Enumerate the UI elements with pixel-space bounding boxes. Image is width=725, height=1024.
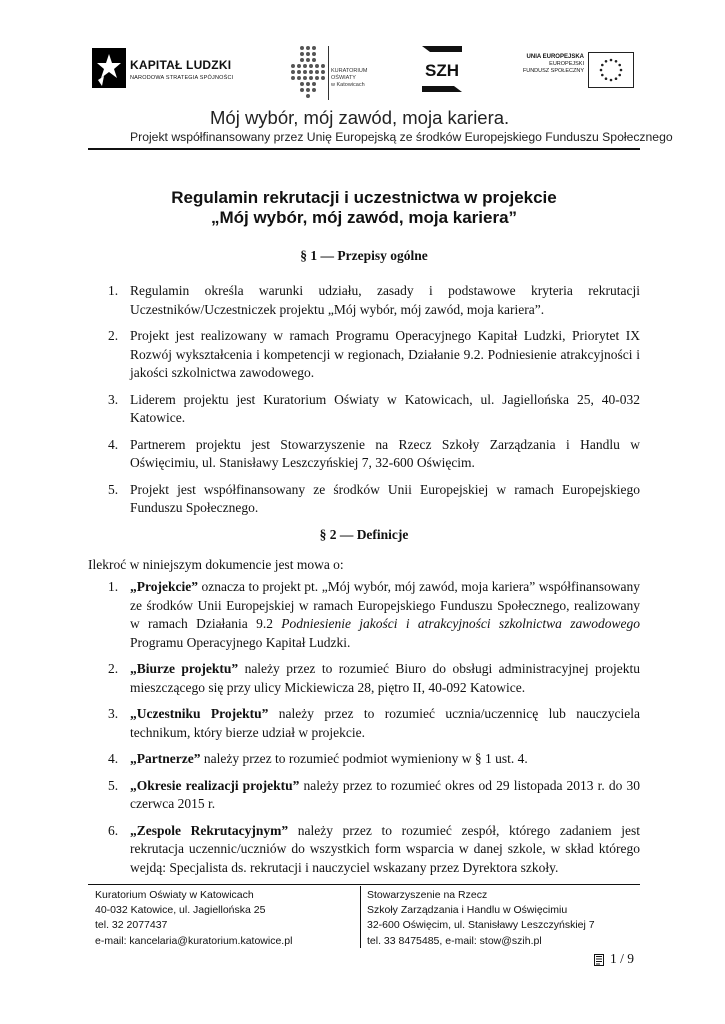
- footer-divider: [88, 884, 640, 885]
- definition-term: „Projekcie”: [130, 579, 198, 594]
- list-item: 2. Projekt jest realizowany w ramach Programu Operacyjnego Kapitał Ludzki, Priorytet IX Rozwój wykształcenia i kompetencji w regionach, Działanie 9.2. Podniesienie atrakcyjności i jakości szkolnictwa zawodowego.: [108, 328, 640, 380]
- document-title-line-1: Regulamin rekrutacji i uczestnictwa w projekcie: [171, 188, 557, 207]
- list-item: 1. Regulamin określa warunki udziału, zasady i podstawowe kryteria rekrutacji Uczestników/Uczestniczek projektu „Mój wybór, mój zawód, moja kariera”.: [108, 283, 640, 317]
- kuratorium-line-2: OŚWIATY: [331, 75, 356, 81]
- kuratorium-logo: [289, 44, 379, 104]
- kapital-ludzki-title: KAPITAŁ LUDZKI: [130, 58, 232, 72]
- definition-item: 6. „Zespole Rekrutacyjnym” należy przez to rozumieć zespół, którego zadaniem jest rekrutacja uczennic/uczniów do wszystkich form wsparcia w danej szkole, w skład którego wejdą: Specjalista ds. rekrutacji i nauczyciel wskazany przez Dyrektora szkoły.: [108, 822, 640, 875]
- definition-item: 2. „Biurze projektu” należy przez to rozumieć Biuro do obsługi administracyjnej projektu mieszczącego się przy ulicy Mickiewicza 28, piętro II, 40-092 Katowice.: [108, 661, 640, 695]
- kapital-ludzki-star-icon: [92, 48, 126, 88]
- definition-item: 1. „Projekcie” oznacza to projekt pt. „Mój wybór, mój zawód, moja kariera” współfinansowany ze środków Unii Europejskiej w ramach Europejskiego Funduszu Społecznego, realizowany w ramach Działania 9.2 Podniesienie jakości i atrakcyjności szkolnictwa zawodowego Programu Operacyjnego Kapitał Ludzki.: [108, 579, 640, 650]
- definition-term: „Partnerze”: [130, 751, 201, 766]
- definition-item: 5. „Okresie realizacji projektu” należy przez to rozumieć okres od 29 listopada 2013 r. do 30 czerwca 2015 r.: [108, 777, 640, 811]
- footer-left-line: e-mail: kancelaria@kuratorium.katowice.pl: [95, 934, 293, 947]
- list-item: 3. Liderem projektu jest Kuratorium Oświaty w Katowicach, ul. Jagiellońska 25, 40-032 Katowice.: [108, 391, 640, 425]
- section-2-list: [108, 578, 640, 885]
- szh-text: SZH: [425, 61, 459, 80]
- kuratorium-line-1: KURATORIUM: [331, 68, 368, 74]
- document-title-line-2: „Mój wybór, mój zawód, moja kariera”: [210, 208, 518, 227]
- section-2-intro: Ilekroć w niniejszym dokumencie jest mowa o:: [88, 557, 344, 572]
- section-1-list: [108, 282, 640, 526]
- eu-line-2: EUROPEJSKI: [549, 61, 584, 67]
- footer-left-line: tel. 32 2077437: [95, 919, 168, 932]
- definition-term: „Uczestniku Projektu”: [130, 706, 269, 721]
- definition-term: „Biurze projektu”: [130, 661, 239, 676]
- eu-line-3: FUNDUSZ SPOŁECZNY: [522, 68, 584, 74]
- eu-flag-icon: [588, 52, 634, 88]
- project-slogan: Mój wybór, mój zawód, moja kariera.: [210, 107, 510, 128]
- kapital-ludzki-subtitle: NARODOWA STRATEGIA SPÓJNOŚCI: [130, 75, 234, 81]
- szh-shape-icon: [418, 44, 466, 94]
- definition-item: 4. „Partnerze” należy przez to rozumieć podmiot wymieniony w § 1 ust. 4.: [108, 751, 528, 766]
- eu-line-1: UNIA EUROPEJSKA: [526, 54, 584, 60]
- section-2-heading: § 2 — Definicje: [319, 527, 409, 542]
- definition-item: 3. „Uczestniku Projektu” należy przez to rozumieć ucznia/uczennicę lub nauczyciela technikum, który bierze udział w projekcie.: [108, 706, 640, 740]
- footer-right-line: Szkoły Zarządzania i Handlu w Oświęcimiu: [367, 904, 568, 917]
- footer-column-divider: [360, 886, 361, 948]
- footer-right-line: 32-600 Oświęcim, ul. Stanisławy Leszczyńskiej 7: [367, 919, 595, 932]
- szh-logo: [418, 44, 466, 94]
- kuratorium-dots-icon: [289, 44, 327, 100]
- list-item: 5. Projekt jest współfinansowany ze środków Unii Europejskiej w ramach Europejskiego Funduszu Społecznego.: [108, 481, 640, 515]
- list-item: 4. Partnerem projektu jest Stowarzyszenie na Rzecz Szkoły Zarządzania i Handlu w Oświęcimiu, ul. Stanisławy Leszczyńskiej 7, 32-600 Oświęcim.: [108, 436, 640, 470]
- definition-term: „Okresie realizacji projektu”: [130, 777, 300, 793]
- footer-partner-contact: [367, 888, 595, 949]
- definition-term: „Zespole Rekrutacyjnym”: [130, 822, 289, 838]
- section-1-heading: § 1 — Przepisy ogólne: [300, 248, 428, 263]
- footer-left-line: Kuratorium Oświaty w Katowicach: [95, 889, 254, 901]
- header-divider: [88, 148, 640, 150]
- kuratorium-line-3: w Katowicach: [331, 82, 365, 88]
- footer-lead-contact: [95, 888, 292, 949]
- footer-right-line: Stowarzyszenie na Rzecz: [367, 889, 488, 901]
- footer-right-line: tel. 33 8475485, e-mail: stow@szih.pl: [367, 934, 542, 947]
- footer-left-line: 40-032 Katowice, ul. Jagiellońska 25: [95, 904, 266, 917]
- cofinance-line: Projekt współfinansowany przez Unię Europejską ze środków Europejskiego Funduszu Społecznego: [130, 130, 673, 144]
- eu-logo: [518, 50, 633, 90]
- page-number: 1 / 9: [610, 951, 635, 966]
- kapital-ludzki-logo: [92, 44, 252, 94]
